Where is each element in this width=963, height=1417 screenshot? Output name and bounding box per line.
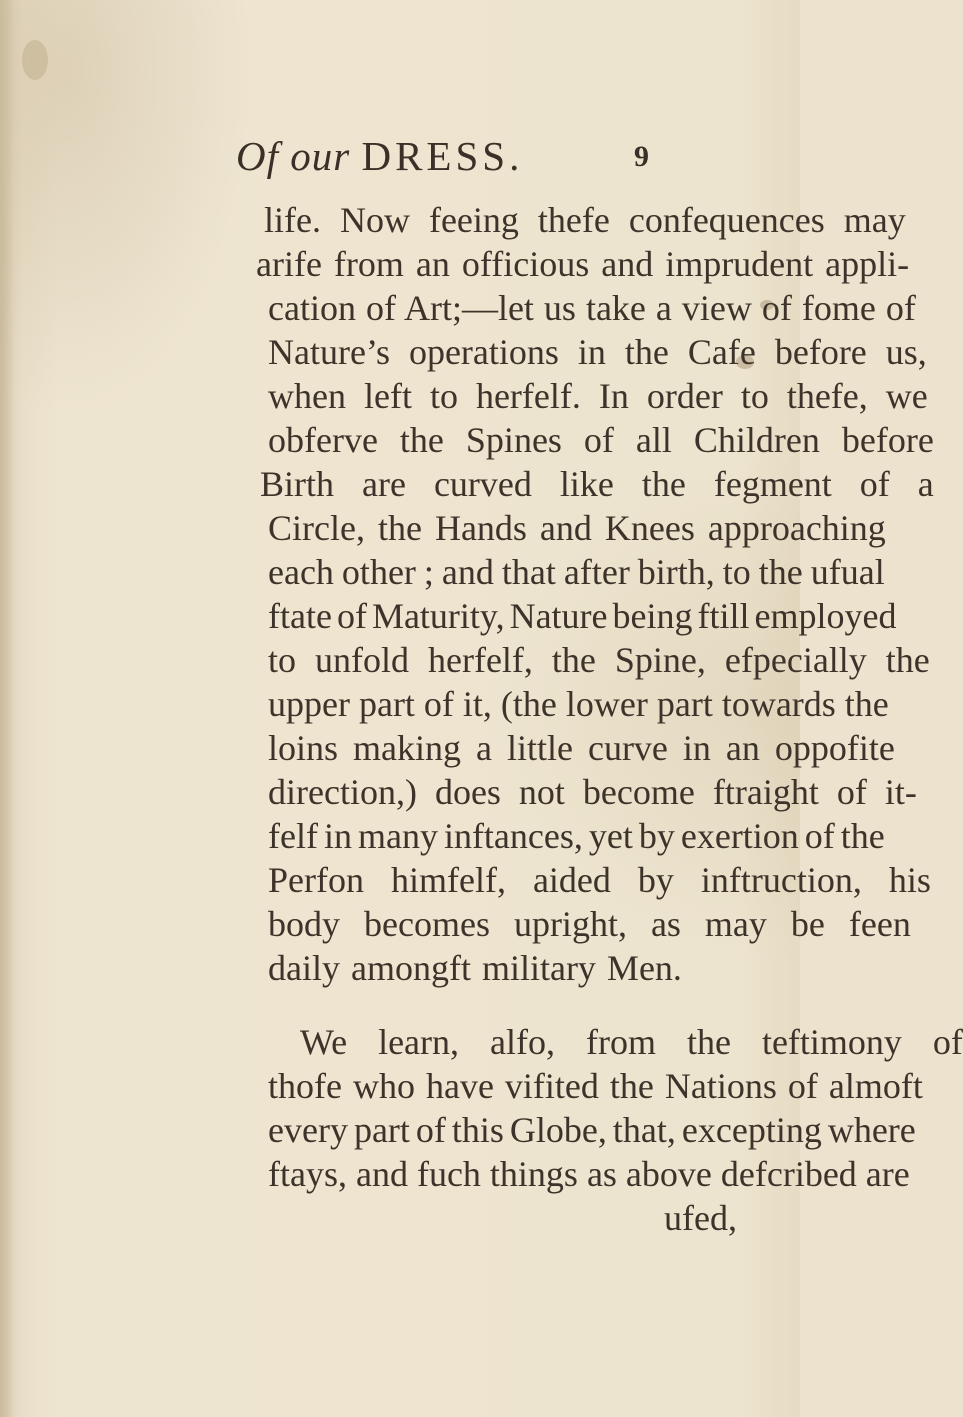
- text-line: obferve the Spines of all Children before: [268, 420, 934, 460]
- text-line: each other ; and that after birth, to the ufual: [268, 552, 885, 592]
- running-head: [236, 132, 523, 180]
- text-line: Circle, the Hands and Knees approaching: [268, 508, 886, 548]
- text-line: Perfon himfelf, aided by inftruction, his: [268, 860, 931, 900]
- running-head-title: DRESS.: [361, 133, 524, 179]
- text-line: body becomes upright, as may be feen: [268, 904, 911, 944]
- text-line: Birth are curved like the fegment of a: [260, 464, 934, 504]
- text-line: Nature’s operations in the Cafe before us,: [268, 332, 927, 372]
- running-head-italic: Of our: [236, 133, 351, 179]
- text-line: ftays, and fuch things as above defcribed are: [268, 1154, 910, 1194]
- text-line: life. Now feeing thefe confequences may: [264, 200, 906, 240]
- page-number: 9: [634, 140, 649, 173]
- text-line: ufed,: [664, 1198, 737, 1238]
- text-line: upper part of it, (the lower part towards the: [268, 684, 889, 724]
- text-line: when left to herfelf. In order to thefe, we: [268, 376, 928, 416]
- text-line: cation of Art;—let us take a view of fome of: [268, 288, 916, 328]
- text-line: arife from an officious and imprudent appli-: [256, 244, 910, 284]
- text-line: thofe who have vifited the Nations of almoft: [268, 1066, 923, 1106]
- text-line: We learn, alfo, from the teftimony of: [300, 1022, 963, 1062]
- text-line: loins making a little curve in an oppofite: [268, 728, 895, 768]
- text-line: daily amongft military Men.: [268, 948, 682, 988]
- text-line: direction,) does not become ftraight of it-: [268, 772, 917, 812]
- ink-smudge: [22, 40, 48, 80]
- text-line: every part of this Globe, that, excepting where: [268, 1110, 916, 1150]
- text-line: felf in many inftances, yet by exertion of the: [268, 816, 885, 856]
- text-line: to unfold herfelf, the Spine, efpecially the: [268, 640, 930, 680]
- text-line: ftate of Maturity, Nature being ftill employed: [268, 596, 897, 636]
- page-edge-shadow: [0, 0, 14, 1417]
- page-header: [0, 132, 800, 182]
